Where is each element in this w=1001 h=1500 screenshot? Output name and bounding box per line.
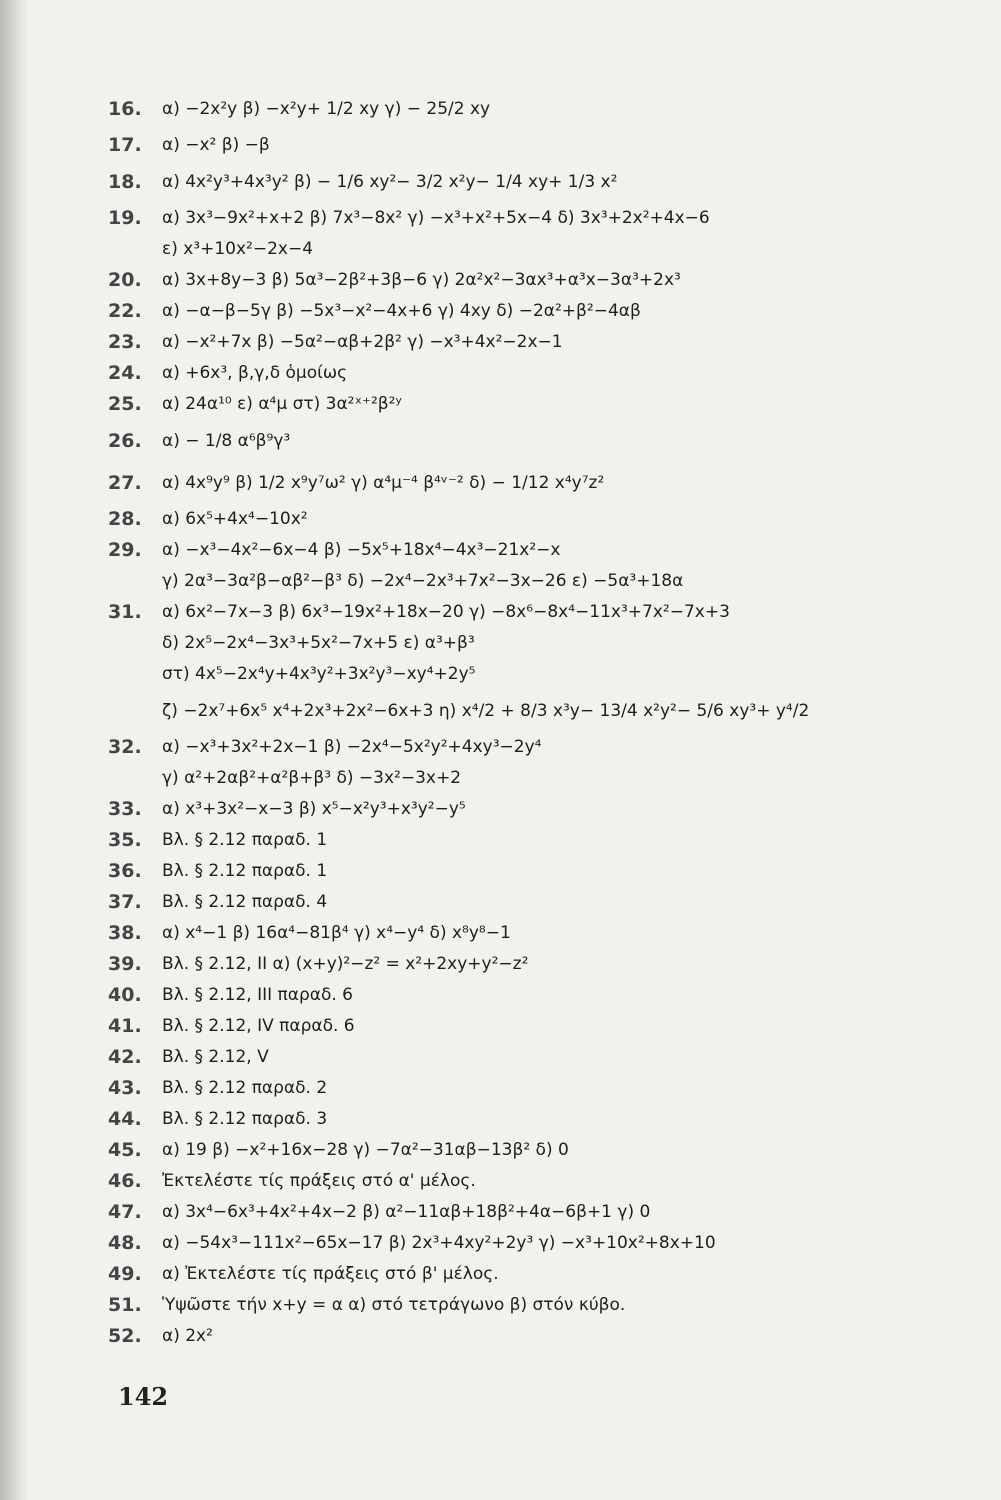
exercise-number: 42. [108,1046,142,1068]
exercise-number: 47. [108,1201,142,1223]
answer-text: α) −2x²y β) −x²y+ 1/2 xy γ) − 25/2 xy [162,99,491,119]
exercise-number: 18. [108,171,142,193]
answer-text: Ὑψῶστε τήν x+y = α α) στό τετράγωνο β) στόν κύβο. [162,1295,626,1315]
exercise-number: 38. [108,922,142,944]
answer-row [108,566,968,597]
answer-row [108,1259,968,1290]
answer-text: Βλ. § 2.12 παραδ. 1 [162,861,328,881]
answer-text: Βλ. § 2.12 παραδ. 1 [162,830,328,850]
answer-row [108,1290,968,1321]
answer-list [108,88,968,1352]
answer-text: α) −x³−4x²−6x−4 β) −5x⁵+18x⁴−4x³−21x²−x [162,540,561,560]
exercise-number: 40. [108,984,142,1006]
page-number: 142 [118,1382,169,1411]
exercise-number: 16. [108,98,142,120]
answer-text: α) Ἐκτελέστε τίς πράξεις στό β' μέλος. [162,1264,499,1284]
answer-row [108,1321,968,1352]
exercise-number: 39. [108,953,142,975]
answer-text: α) 3x³−9x²+x+2 β) 7x³−8x² γ) −x³+x²+5x−4 δ) 3x³+2x²+4x−6 [162,208,710,228]
exercise-number: 29. [108,539,142,561]
answer-text: α) 6x²−7x−3 β) 6x³−19x²+18x−20 γ) −8x⁶−8x⁴−11x³+7x²−7x+3 [162,602,730,622]
answer-row [108,234,968,265]
answer-text: γ) 2α³−3α²β−αβ²−β³ δ) −2x⁴−2x³+7x²−3x−26 ε) −5α³+18α [162,571,684,591]
answer-row [108,887,968,918]
answer-text: γ) α²+2αβ²+α²β+β³ δ) −3x²−3x+2 [162,768,462,788]
exercise-number: 43. [108,1077,142,1099]
exercise-number: 31. [108,601,142,623]
answer-text: Βλ. § 2.12 παραδ. 2 [162,1078,328,1098]
exercise-number: 45. [108,1139,142,1161]
answer-row [108,949,968,980]
answer-text: ζ) −2x⁷+6x⁵ x⁴+2x³+2x²−6x+3 η) x⁴/2 + 8/3 x³y− 13/4 x²y²− 5/6 xy³+ y⁴/2 [162,701,810,721]
answer-row [108,265,968,296]
answer-text: α) x³+3x²−x−3 β) x⁵−x²y³+x³y²−y⁵ [162,799,466,819]
answer-row [108,358,968,389]
answer-text: Ἐκτελέστε τίς πράξεις στό α' μέλος. [162,1171,476,1191]
exercise-number: 48. [108,1232,142,1254]
exercise-number: 19. [108,207,142,229]
exercise-number: 46. [108,1170,142,1192]
exercise-number: 17. [108,134,142,156]
answer-text: α) 2x² [162,1326,213,1346]
answer-row [108,535,968,566]
exercise-number: 27. [108,472,142,494]
exercise-number: 36. [108,860,142,882]
exercise-number: 49. [108,1263,142,1285]
answer-row [108,1228,968,1259]
answer-text: Βλ. § 2.12, IV παραδ. 6 [162,1016,355,1036]
answer-row [108,88,968,130]
answer-text: α) −x² β) −β [162,135,270,155]
answer-row [108,1197,968,1228]
book-spine-shadow [0,0,28,1500]
answer-row [108,918,968,949]
answer-text: Βλ. § 2.12, III παραδ. 6 [162,985,354,1005]
answer-text: α) 19 β) −x²+16x−28 γ) −7α²−31αβ−13β² δ) 0 [162,1140,569,1160]
answer-text: Βλ. § 2.12 παραδ. 3 [162,1109,328,1129]
answer-row [108,327,968,358]
answer-row [108,389,968,420]
answer-text: α) − 1/8 α⁶β⁹γ³ [162,431,291,451]
answer-text: στ) 4x⁵−2x⁴y+4x³y²+3x²y³−xy⁴+2y⁵ [162,664,476,684]
answer-text: α) +6x³, β,γ,δ ὁμοίως [162,363,348,383]
exercise-number: 20. [108,269,142,291]
answer-row [108,1166,968,1197]
answer-row [108,763,968,794]
answer-text: α) −54x³−111x²−65x−17 β) 2x³+4xy²+2y³ γ) −x³+10x²+8x+10 [162,1233,716,1253]
exercise-number: 26. [108,430,142,452]
exercise-number: 52. [108,1325,142,1347]
answer-row [108,296,968,327]
answer-row [108,628,968,659]
answer-row [108,1135,968,1166]
exercise-number: 28. [108,508,142,530]
answer-text: δ) 2x⁵−2x⁴−3x³+5x²−7x+5 ε) α³+β³ [162,633,475,653]
exercise-number: 23. [108,331,142,353]
answer-row [108,130,968,161]
exercise-number: 37. [108,891,142,913]
answer-row [108,825,968,856]
answer-row [108,203,968,234]
exercise-number: 51. [108,1294,142,1316]
exercise-number: 25. [108,393,142,415]
answer-row [108,1104,968,1135]
answer-row [108,1011,968,1042]
answer-text: α) 3x+8y−3 β) 5α³−2β²+3β−6 γ) 2α²x²−3αx³+α³x−3α³+2x³ [162,270,681,290]
answer-text: α) −α−β−5γ β) −5x³−x²−4x+6 γ) 4xy δ) −2α²+β²−4αβ [162,301,641,321]
answer-row [108,597,968,628]
answer-row [108,161,968,203]
answer-text: α) x⁴−1 β) 16α⁴−81β⁴ γ) x⁴−y⁴ δ) x⁸y⁸−1 [162,923,511,943]
answer-row [108,504,968,535]
answer-text: Βλ. § 2.12, II α) (x+y)²−z² = x²+2xy+y²−z² [162,954,529,974]
exercise-number: 32. [108,736,142,758]
answer-row [108,462,968,504]
answer-row [108,732,968,763]
answer-text: α) 24α¹⁰ ε) α⁴μ στ) 3α²ˣ⁺²β²ʸ [162,394,402,414]
exercise-number: 35. [108,829,142,851]
answer-row [108,1042,968,1073]
answer-text: α) 6x⁵+4x⁴−10x² [162,509,308,529]
answer-text: α) −x³+3x²+2x−1 β) −2x⁴−5x²y²+4xy³−2y⁴ [162,737,542,757]
answer-row [108,690,968,732]
answer-row [108,980,968,1011]
answer-row [108,659,968,690]
exercise-number: 44. [108,1108,142,1130]
answer-text: ε) x³+10x²−2x−4 [162,239,314,259]
answer-row [108,856,968,887]
answer-text: α) −x²+7x β) −5α²−αβ+2β² γ) −x³+4x²−2x−1 [162,332,563,352]
answer-text: α) 3x⁴−6x³+4x²+4x−2 β) α²−11αβ+18β²+4α−6β+1 γ) 0 [162,1202,651,1222]
exercise-number: 24. [108,362,142,384]
answer-row [108,1073,968,1104]
answer-text: Βλ. § 2.12 παραδ. 4 [162,892,328,912]
answer-text: α) 4x²y³+4x³y² β) − 1/6 xy²− 3/2 x²y− 1/4 xy+ 1/3 x² [162,172,618,192]
answer-row [108,794,968,825]
exercise-number: 41. [108,1015,142,1037]
answer-row [108,420,968,462]
exercise-number: 33. [108,798,142,820]
exercise-number: 22. [108,300,142,322]
answer-text: α) 4x⁹y⁹ β) 1/2 x⁹y⁷ω² γ) α⁴μ⁻⁴ β⁴ᵛ⁻² δ) − 1/12 x⁴y⁷z² [162,473,605,493]
answer-text: Βλ. § 2.12, V [162,1047,269,1067]
